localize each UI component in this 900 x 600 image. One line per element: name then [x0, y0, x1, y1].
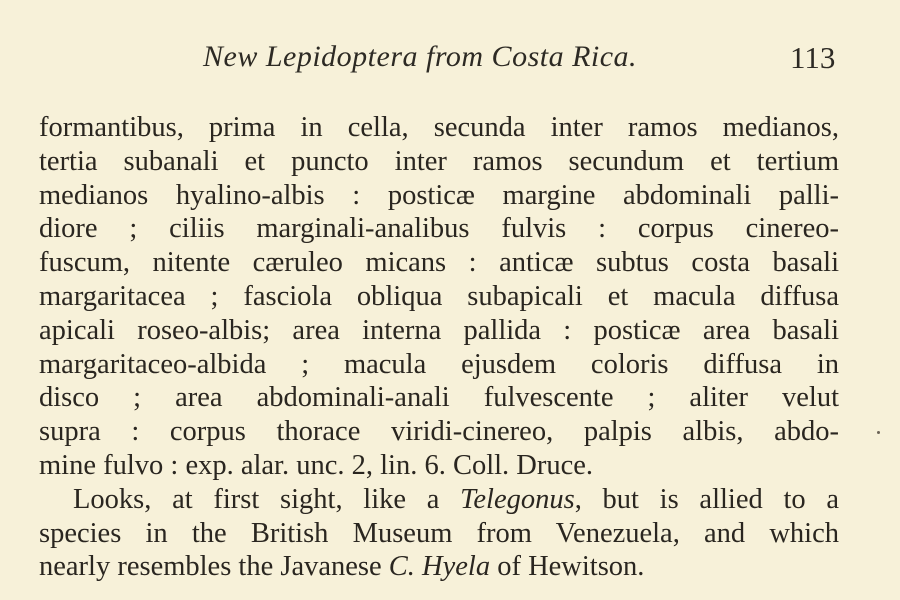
text-fragment: Looks, at first sight, like a — [73, 483, 461, 515]
text-line-5: fuscum, nitente cæruleo micans : anticæ subtus costa basali — [39, 247, 839, 279]
stray-ink-dot — [877, 431, 880, 434]
text-fragment: , but is allied to a — [574, 483, 839, 515]
text-line-14 — [39, 550, 839, 584]
text-line-10: supra : corpus thorace viridi-cinereo, palpis albis, abdo- — [39, 416, 839, 448]
text-line-12 — [39, 483, 839, 517]
text-line-13: species in the British Museum from Venezuela, and which — [39, 517, 839, 549]
text-line-6: margaritacea ; fasciola obliqua subapicali et macula diffusa — [39, 280, 839, 312]
text-line-2: tertia subanali et puncto inter ramos secundum et tertium — [39, 145, 839, 177]
text-line-8: margaritaceo-albida ; macula ejusdem coloris diffusa in — [39, 348, 839, 380]
text-line-7: apicali roseo-albis; area interna pallida : posticæ area basali — [39, 314, 839, 346]
text-line-3: medianos hyalino-albis : posticæ margine abdominali palli- — [39, 179, 839, 211]
text-line-9: disco ; area abdominali-anali fulvescente ; aliter velut — [39, 382, 839, 414]
text-fragment: nearly resembles the Javanese — [39, 551, 389, 583]
text-fragment: of Hewitson. — [490, 551, 645, 583]
running-head — [0, 40, 900, 76]
body-text — [39, 111, 839, 584]
text-line-4: diore ; ciliis marginali-analibus fulvis : corpus cinereo- — [39, 213, 839, 245]
species-name: C. Hyela — [388, 551, 491, 583]
page-number: 113 — [790, 40, 836, 75]
running-title: New Lepidoptera from Costa Rica. — [203, 40, 638, 73]
genus-name: Telegonus — [460, 483, 575, 515]
text-line-1: formantibus, prima in cella, secunda inter ramos medianos, — [39, 112, 839, 143]
text-line-11: mine fulvo : exp. alar. unc. 2, lin. 6. Coll. Druce. — [39, 449, 594, 481]
